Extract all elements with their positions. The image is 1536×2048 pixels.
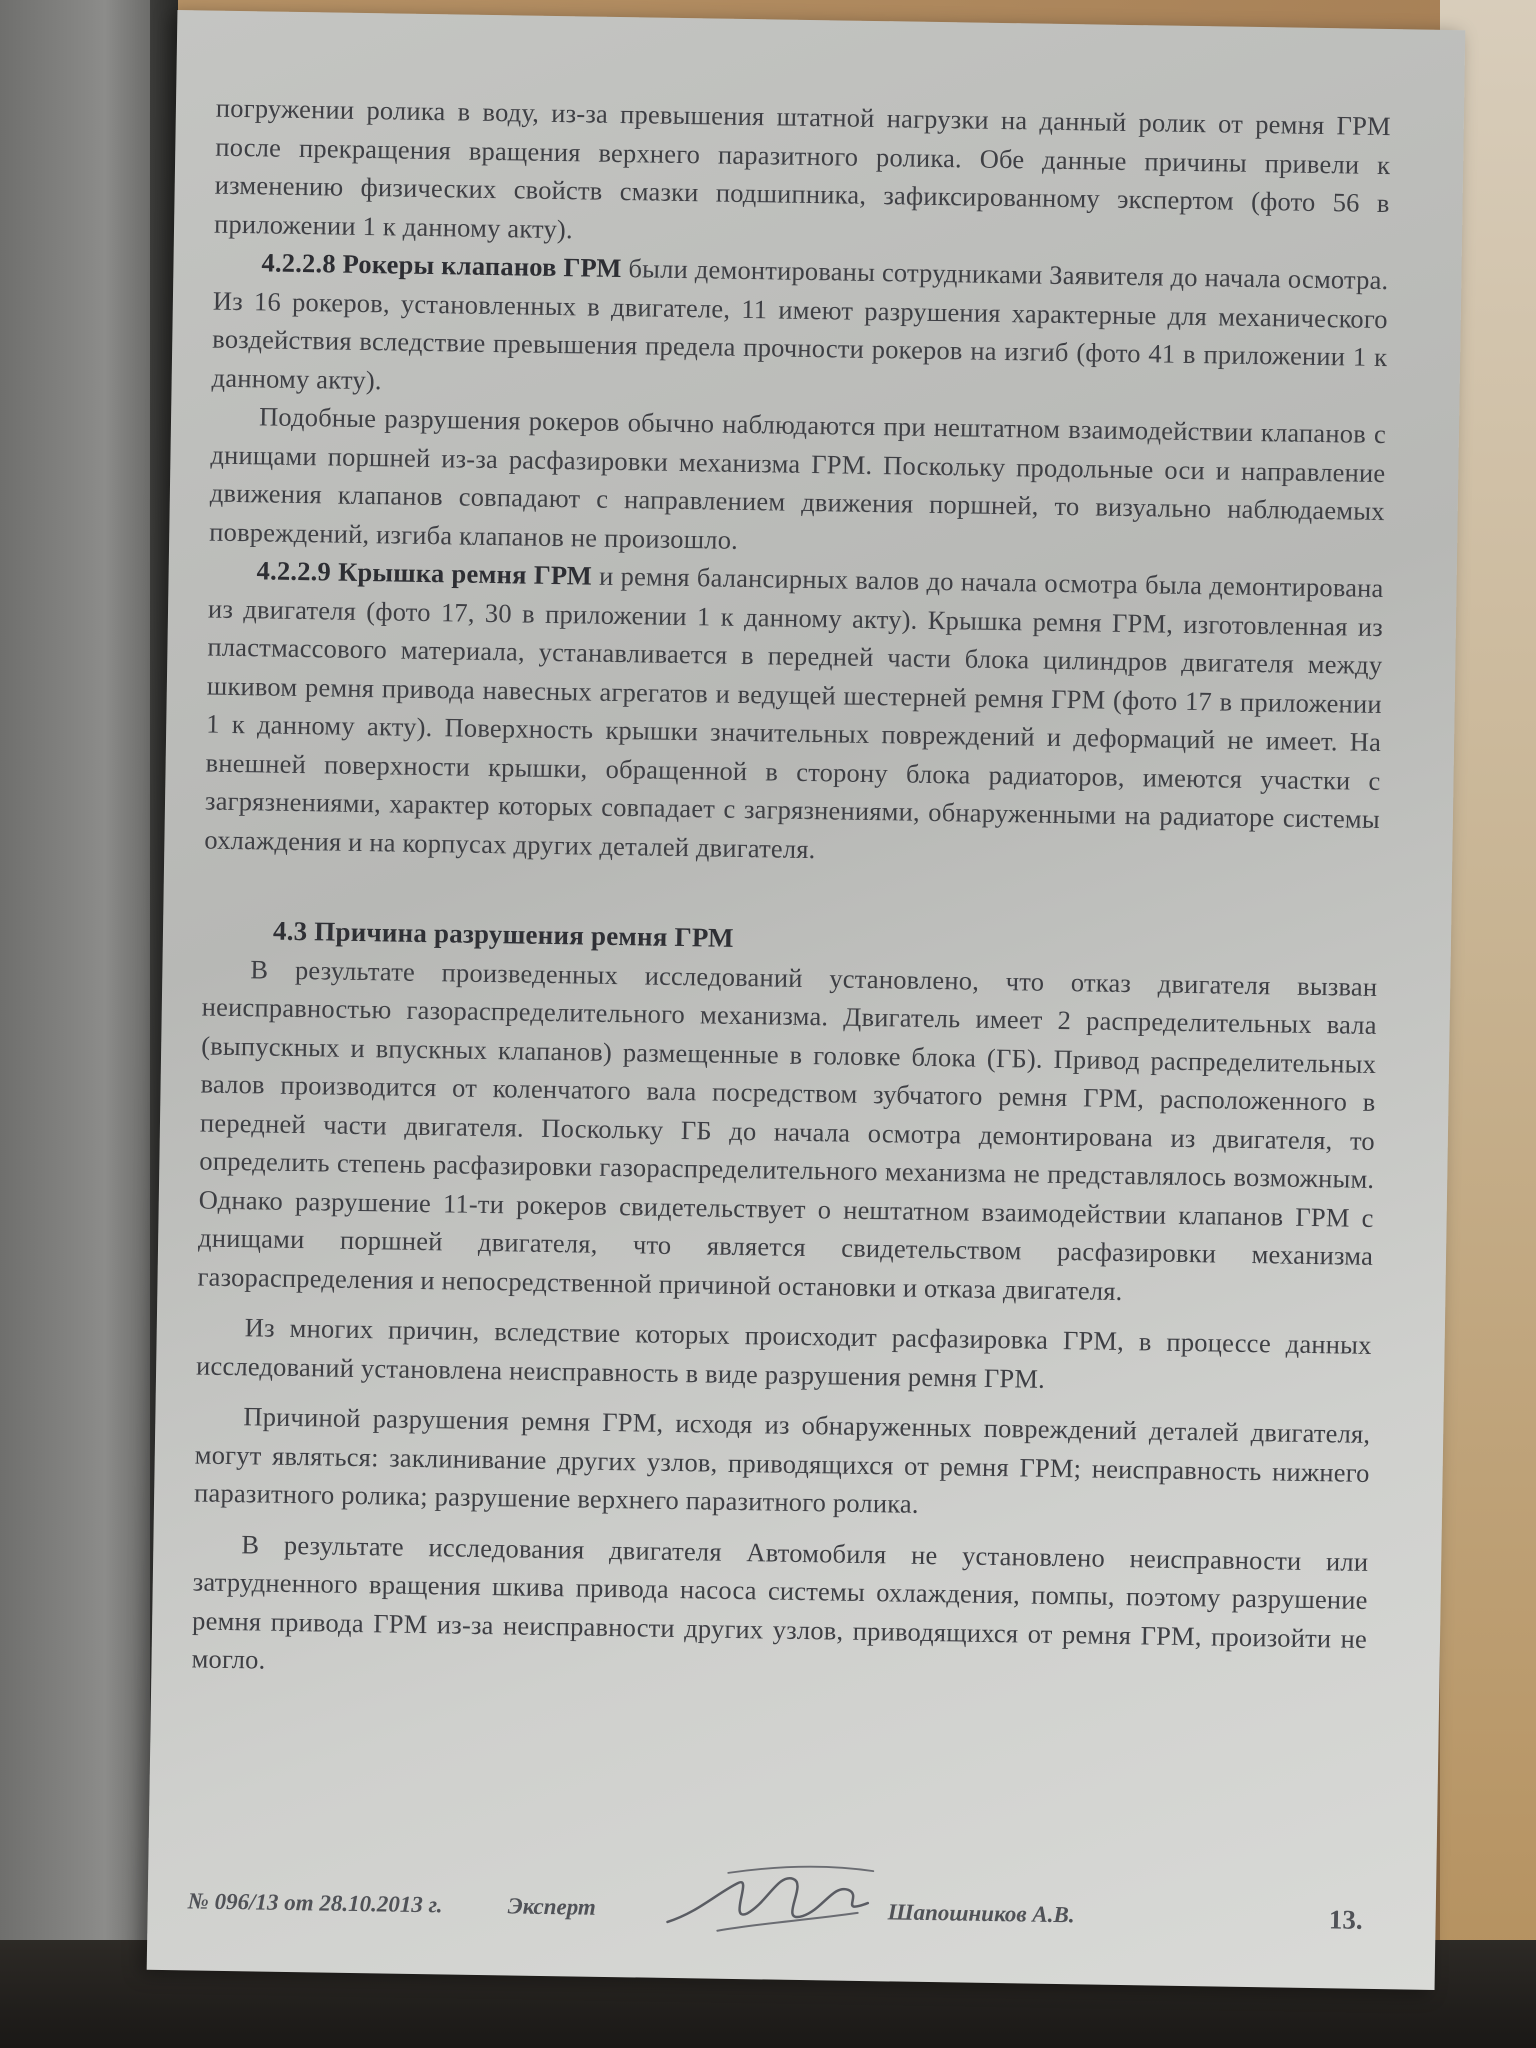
footer-document-reference: № 096/13 от 28.10.2013 г. bbox=[187, 1888, 443, 1918]
paragraph-continuation: погружении ролика в воду, из-за превышения штатной нагрузки на данный ролик от ремня ГРМ после прекращения вращения верхнего паразитного ролика. Обе данные причины привели к изменению физических свойств смазки подшипника, зафиксированному экспертом (фото 56 в приложении 1 к данному акту). bbox=[213, 92, 1392, 244]
page-body bbox=[191, 89, 1391, 1697]
paragraph-belt-cover bbox=[204, 551, 1384, 877]
page-footer bbox=[187, 1880, 1363, 1948]
left-facing-page bbox=[0, 0, 175, 2048]
section-title: 4.3 Причина разрушения ремня ГРМ bbox=[272, 915, 734, 953]
paragraph-findings: В результате произведенных исследований установлено, что отказ двигателя вызван неисправностью газораспределительного механизма. Двигатель имеет 2 распределительных вала (выпускных и впускных клапанов) размещенные в головке блока (ГБ). Привод распределительных валов производится от коленчатого вала посредством зубчатого ремня ГРМ, расположенного в передней части двигателя. Поскольку ГБ до начала осмотра демонтирована из двигателя, то определить степень расфазировки газораспределительного механизма не представлялось возможным. Однако разрушение 11-ти рокеров свидетельствует о нештатном взаимодействии клапанов ГРМ с днищами поршней двигателя, что является свидетельством расфазировки механизма газораспределения и непосредственной причиной остановки и отказа двигателя. bbox=[197, 953, 1378, 1306]
paragraph-belt-failure-reasons: Причиной разрушения ремня ГРМ, исходя из обнаруженных повреждений деталей двигателя, могут являться: заклинивание других узлов, приводящихся от ремня ГРМ; неисправность нижнего паразитного ролика; разрушение верхнего паразитного ролика. bbox=[193, 1401, 1371, 1519]
signature-icon bbox=[657, 1852, 878, 1945]
paragraph-rockers-text: были демонтированы сотрудниками Заявителя до начала осмотра. Из 16 рокеров, установленных в двигателе, 11 имеют разрушения характерные для механического воздействия вследствие превышения предела прочности рокеров на изгиб (фото 41 в приложении 1 к данному акту). bbox=[211, 253, 1389, 395]
subsection-heading-belt-cover: 4.2.2.9 Крышка ремня ГРМ bbox=[256, 555, 593, 591]
paragraph-conclusion: В результате исследования двигателя Автомобиля не установлено неисправности или затрудненного вращения шкива привода насоса системы охлаждения, помпы, поэтому разрушение ремня привода ГРМ из-за неисправности других узлов, приводящихся от ремня ГРМ, произойти не могло. bbox=[191, 1528, 1369, 1675]
page-number: 13. bbox=[1328, 1904, 1363, 1935]
footer-expert-name: Шапошников А.В. bbox=[887, 1899, 1075, 1928]
paragraph-rocker-damage: Подобные разрушения рокеров обычно наблюдаются при нештатном взаимодействии клапанов с днищами поршней из-за расфазировки механизма ГРМ. Поскольку продольные оси и направление движения клапанов совпадают с направлением движения поршней, то визуально наблюдаемых повреждений, изгиба клапанов не произошло. bbox=[209, 401, 1387, 555]
paragraph-belt-cover-text: и ремня балансирных валов до начала осмотра была демонтирована из двигателя (фото 17, 30 в приложении 1 к данному акту). Крышка ремня ГРМ, изготовленная из пластмассового материала, устанавливается в передней части блока цилиндров двигателя между шкивом ремня привода навесных агрегатов и ведущей шестерней ремня ГРМ (фото 17 в приложении 1 к данному акту). Поверхность крышки значительных повреждений и деформаций не имеет. На внешней поверхности крышки, обращенной в сторону блока радиаторов, имеются участки с загрязнениями, характер которых совпадает с загрязнениями, обнаруженными на радиаторе системы охлаждения и на корпусах других деталей двигателя. bbox=[204, 560, 1384, 864]
paragraph-rockers bbox=[211, 243, 1388, 415]
paragraph-causes: Из многих причин, вследствие которых происходит расфазировка ГРМ, в процессе данных исследований установлена неисправность в виде разрушения ремня ГРМ. bbox=[195, 1312, 1372, 1394]
document-page bbox=[147, 10, 1466, 1990]
subsection-heading-rockers: 4.2.2.8 Рокеры клапанов ГРМ bbox=[261, 247, 622, 284]
footer-role: Эксперт bbox=[507, 1893, 596, 1920]
